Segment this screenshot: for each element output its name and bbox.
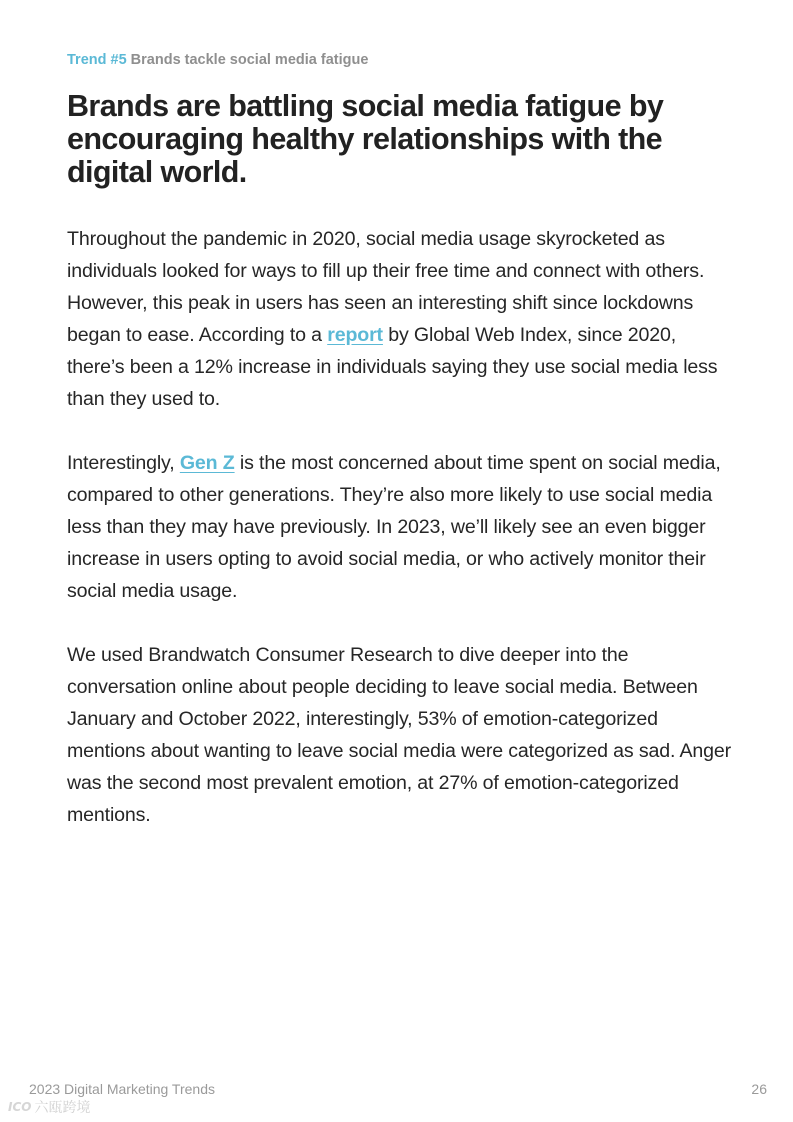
trend-title: Brands tackle social media fatigue: [130, 52, 369, 68]
gen-z-link[interactable]: Gen Z: [179, 452, 235, 474]
trend-eyebrow: [67, 52, 368, 68]
footer-document-title: 2023 Digital Marketing Trends: [29, 1081, 215, 1097]
paragraph-text: Throughout the pandemic in 2020, social media usage skyrocketed as individuals looked for ways to fill up their free time and connect with others. However, this peak in users has seen an interesting shift since lockdowns began to ease. According to a: [67, 228, 705, 346]
body-paragraph-3: We used Brandwatch Consumer Research to dive deeper into the conversation online about people deciding to leave social media. Between January and October 2022, interestingly, 53% of emotion-categorized mentions about wanting to leave social media were categorized as sad. Anger was the second most prevalent emotion, at 27% of emotion-categorized mentions.: [67, 644, 732, 826]
page-headline: Brands are battling social media fatigue by encouraging healthy relationships with the digital world.: [67, 89, 664, 189]
report-link[interactable]: report: [327, 324, 383, 346]
paragraph-text: by Global Web Index, since 2020, there’s been a 12% increase in individuals saying they use social media less than they used to.: [67, 324, 718, 410]
watermark: [8, 1097, 90, 1117]
paragraph-text: is the most concerned about time spent on social media, compared to other generations. They’re also more likely to use social media less than they may have previously. In 2023, we’ll likely see an even bigger increase in users opting to avoid social media, or who actively monitor their social media usage.: [67, 452, 721, 602]
watermark-logo-icon: ICO: [8, 1100, 32, 1114]
body-paragraph-2: [67, 447, 737, 607]
paragraph-text: Interestingly,: [67, 452, 180, 474]
footer-page-number: 26: [751, 1081, 767, 1097]
trend-number: Trend #5: [67, 52, 127, 68]
watermark-text: 六瓯跨境: [34, 1099, 91, 1115]
body-paragraph-1: [67, 223, 737, 415]
